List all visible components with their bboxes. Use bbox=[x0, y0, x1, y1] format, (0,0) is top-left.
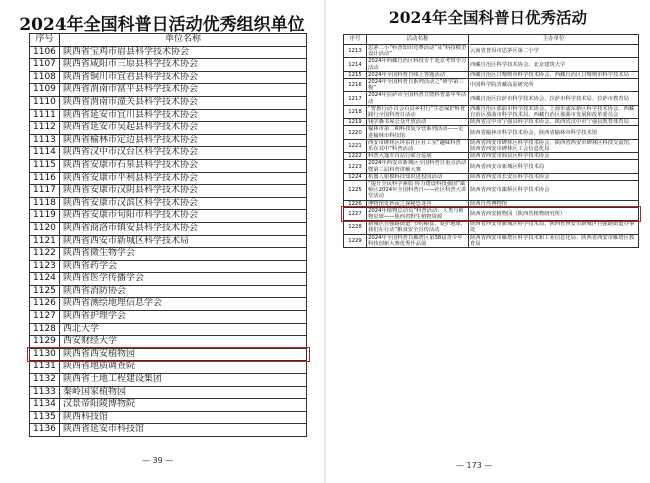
table-row bbox=[344, 45, 639, 58]
organizer: 陕西省西安市新城区科学技术局、陕西省西安市新城区自强路街道办事处 bbox=[469, 221, 639, 234]
row-number: 1123 bbox=[30, 260, 60, 273]
col-header-unit-name: 单位名称 bbox=[60, 34, 307, 47]
row-number: 1134 bbox=[30, 399, 60, 412]
row-number: 1225 bbox=[344, 181, 367, 201]
table-row bbox=[344, 119, 639, 126]
row-number: 1126 bbox=[30, 298, 60, 311]
table-row bbox=[30, 273, 307, 286]
row-number: 1118 bbox=[30, 197, 60, 210]
activity-name: 西安市碑林区环东社区社工室“趣味科普 乐在其中”科普活动 bbox=[367, 139, 469, 152]
right-page-title: 2024年全国科普日优秀活动 bbox=[388, 8, 588, 27]
row-number: 1106 bbox=[30, 46, 60, 59]
row-number: 1228 bbox=[344, 221, 367, 234]
table-row bbox=[344, 71, 639, 78]
row-number: 1136 bbox=[30, 424, 60, 437]
row-number: 1224 bbox=[344, 173, 367, 180]
unit-name: 陕西省咸阳市三原县科学技术协会 bbox=[60, 59, 307, 72]
left-page-title: 2024年全国科普日活动优秀组织单位 bbox=[19, 15, 305, 35]
activity-name: 2024年全国科普日雁塔区第38届青少年科技创新大赛优秀作品展 bbox=[367, 234, 469, 247]
row-number: 1131 bbox=[30, 361, 60, 374]
table-row bbox=[344, 139, 639, 152]
row-number: 1220 bbox=[344, 126, 367, 139]
row-number: 1221 bbox=[344, 139, 367, 152]
unit-name: 陕西省延安市科技馆 bbox=[60, 424, 307, 437]
organizer: 云南省普洱市思茅区第二小学 bbox=[469, 45, 639, 58]
unit-name: 陕西省微生物学会 bbox=[60, 248, 307, 261]
organizer: 陕西省西安市碑林区科学技术协会、陕西省西安市碑林区科技交流馆、陕西省西安市碑林区工会信息化局 bbox=[469, 139, 639, 152]
table-row bbox=[30, 159, 307, 172]
table-row bbox=[344, 173, 639, 180]
row-number: 1129 bbox=[30, 336, 60, 349]
table-row bbox=[30, 71, 307, 84]
unit-name: 汉景帝阳陵博物院 bbox=[60, 399, 307, 412]
table-row bbox=[30, 46, 307, 59]
organizer: 陕西自然博物馆 bbox=[469, 200, 639, 207]
row-number: 1119 bbox=[30, 210, 60, 223]
left-page-number: — 39 — bbox=[142, 456, 174, 465]
table-row bbox=[30, 197, 307, 210]
table-row bbox=[30, 399, 307, 412]
row-number: 1116 bbox=[30, 172, 60, 185]
organizer: 陕西省榆林市科学技术协会、陕西省榆林市科学技术馆 bbox=[469, 126, 639, 139]
right-table-header bbox=[344, 35, 639, 45]
table-row bbox=[344, 234, 639, 247]
row-number: 1229 bbox=[344, 234, 367, 247]
row-number: 1125 bbox=[30, 285, 60, 298]
right-page-number: — 173 — bbox=[456, 461, 493, 470]
table-row bbox=[30, 260, 307, 273]
unit-name: 西北大学 bbox=[60, 323, 307, 336]
unit-name: 陕西省渭南市潼关县科学技术协会 bbox=[60, 96, 307, 109]
table-row bbox=[344, 153, 639, 160]
unit-name: 陕西省宝鸡市眉县科学技术协会 bbox=[60, 46, 307, 59]
unit-name: 陕西省地质调查院 bbox=[60, 361, 307, 374]
activity-name: 思茅二小“科普知识竞赛活动”及“科技模型设计活动” bbox=[367, 45, 469, 58]
left-table bbox=[29, 33, 307, 437]
table-row bbox=[30, 134, 307, 147]
unit-name: 陕西省西安植物园 bbox=[60, 348, 307, 361]
row-number: 1122 bbox=[30, 248, 60, 261]
col-header-organizer: 主办单位 bbox=[469, 35, 639, 45]
activity-name: 钱学森书屋公众开放活动 bbox=[367, 119, 469, 126]
unit-name: 陕西省安康市汉滨区科学技术协会 bbox=[60, 197, 307, 210]
organizer: 陕西省西安市灞桥区科学技术协会 bbox=[469, 181, 639, 201]
right-page bbox=[326, 0, 650, 483]
row-number: 1222 bbox=[344, 153, 367, 160]
row-number: 1113 bbox=[30, 134, 60, 147]
table-row bbox=[30, 386, 307, 399]
left-table-header bbox=[30, 34, 307, 47]
table-row bbox=[30, 122, 307, 135]
organizer: 西藏自治区那曲市科学技术协会、上海市浦东新区科学技术协会、西藏自治区那曲市科学技术局、西藏自治区那曲市发展和改革委员会 bbox=[469, 105, 639, 118]
activity-name: 2024年植物总动员“科普活动：人类与植物星球——陕西省野生植物资源 bbox=[367, 207, 469, 220]
row-number: 1132 bbox=[30, 374, 60, 387]
unit-name: 陕西省安康市旬阳市科学技术协会 bbox=[60, 210, 307, 223]
unit-name: 陕西科技馆 bbox=[60, 411, 307, 424]
table-row bbox=[30, 323, 307, 336]
unit-name: 陕西省安康市石泉县科学技术协会 bbox=[60, 159, 307, 172]
organizer: 陕西省西安植物园（陕西省植物研究所） bbox=[469, 207, 639, 220]
table-row bbox=[30, 185, 307, 198]
table-row bbox=[30, 285, 307, 298]
col-header-number: 序号 bbox=[344, 35, 367, 45]
unit-name: 陕西省安康市平利县科学技术协会 bbox=[60, 172, 307, 185]
activity-name: 2024年西藏自治区科技专干赴京考察学习活动 bbox=[367, 58, 469, 71]
row-number: 1121 bbox=[30, 235, 60, 248]
organizer: 陕西省西安市长安区科学技术协会 bbox=[469, 173, 639, 180]
row-number: 1111 bbox=[30, 109, 60, 122]
activity-name: 新城区自强路街道“节约粮食，爱护地球，我们在行动”粮食安全宣传活动 bbox=[367, 221, 469, 234]
table-row bbox=[30, 96, 307, 109]
unit-name: 陕西省医学传播学会 bbox=[60, 273, 307, 286]
row-number: 1213 bbox=[344, 45, 367, 58]
unit-name: 陕西省消防协会 bbox=[60, 285, 307, 298]
unit-name: 陕西省延安市吴起县科学技术协会 bbox=[60, 122, 307, 135]
row-number: 1107 bbox=[30, 59, 60, 72]
unit-name: 陕西省护理学会 bbox=[60, 311, 307, 324]
row-number: 1112 bbox=[30, 122, 60, 135]
col-header-activity-name: 活动名称 bbox=[367, 35, 469, 45]
row-number: 1217 bbox=[344, 92, 367, 105]
table-row bbox=[344, 221, 639, 234]
unit-name: 陕西省西安市新城区科学技术局 bbox=[60, 235, 307, 248]
organizer: 陕西省汉中市宁强县科学技术协会、陕西省汉中市宁强县教育体育局 bbox=[469, 119, 639, 126]
activity-name: 2024年西安市新城区全国科普日重点活动暨第三届科普讲解大赛 bbox=[367, 160, 469, 173]
row-number: 1127 bbox=[30, 311, 60, 324]
table-row bbox=[30, 147, 307, 160]
table-row bbox=[344, 58, 639, 71]
unit-name: 陕西省榆林市定边县科学技术协会 bbox=[60, 134, 307, 147]
row-number: 1133 bbox=[30, 386, 60, 399]
table-row bbox=[344, 126, 639, 139]
activity-name: 榆林市第二期科技夏令营系列活动——走进榆林市科技馆 bbox=[367, 126, 469, 139]
unit-name: 陕西省安康市汉阴县科学技术协会 bbox=[60, 185, 307, 198]
highlight-box-1130 bbox=[27, 347, 310, 362]
table-row bbox=[30, 222, 307, 235]
table-row bbox=[30, 374, 307, 387]
row-number: 1223 bbox=[344, 160, 367, 173]
table-row bbox=[344, 181, 639, 201]
table-row bbox=[30, 411, 307, 424]
highlight-box-1227 bbox=[341, 206, 641, 221]
unit-name: 陕西省商洛市镇安县科学技术协会 bbox=[60, 222, 307, 235]
organizer: 陕西省西安市阎良区科学技术协会 bbox=[469, 153, 639, 160]
unit-name: 陕西省测绘地理信息学会 bbox=[60, 298, 307, 311]
row-number: 1216 bbox=[344, 79, 367, 92]
row-number: 1219 bbox=[344, 119, 367, 126]
unit-name: 陕西省药学会 bbox=[60, 260, 307, 273]
table-row bbox=[30, 361, 307, 374]
row-number: 1117 bbox=[30, 185, 60, 198]
table-row bbox=[30, 172, 307, 185]
table-row bbox=[30, 210, 307, 223]
unit-name: 西安财经大学 bbox=[60, 336, 307, 349]
organizer: 西藏自治区科学技术协会、北京建筑大学 bbox=[469, 58, 639, 71]
table-row bbox=[30, 59, 307, 72]
unit-name: 陕西省渭南市富平县科学技术协会 bbox=[60, 84, 307, 97]
row-number: 1215 bbox=[344, 71, 367, 78]
activity-name: 2024年全国科普日线上答题活动 bbox=[367, 71, 469, 78]
table-row bbox=[30, 311, 307, 324]
row-number: 1110 bbox=[30, 96, 60, 109]
row-number: 1128 bbox=[30, 323, 60, 336]
activity-name: 2024年全国科普日系列活动之“研学第三极” bbox=[367, 79, 469, 92]
table-row bbox=[30, 235, 307, 248]
organizer: 西藏自治区拉萨市科学技术协会、拉萨市科学技术局、拉萨市教育局 bbox=[469, 92, 639, 105]
activity-name: 2024年拉萨市全国科普日暨科普嘉年华活动 bbox=[367, 92, 469, 105]
organizer: 西藏自治区日喀则市科学技术协会、西藏自治区日喀则市科学技术局 bbox=[469, 71, 639, 78]
organizer: 陕西省西安市新城区科学技术局 bbox=[469, 160, 639, 173]
row-number: 1135 bbox=[30, 411, 60, 424]
table-row bbox=[30, 298, 307, 311]
row-number: 1115 bbox=[30, 159, 60, 172]
row-number: 1120 bbox=[30, 222, 60, 235]
organizer: 陕西省西安市雁塔区科学技术和工业信息化局、陕西省西安市雁塔区教育局 bbox=[469, 234, 639, 247]
table-row bbox=[344, 92, 639, 105]
table-row bbox=[344, 105, 639, 118]
activity-name: “智惠行动·百会百县乡村行”生态保护科普践行全国科普日活动 bbox=[367, 105, 469, 118]
unit-name: 陕西省铜川市宜君县科学技术协会 bbox=[60, 71, 307, 84]
row-number: 1108 bbox=[30, 71, 60, 84]
row-number: 1226 bbox=[344, 200, 367, 207]
row-number: 1124 bbox=[30, 273, 60, 286]
col-header-number: 序号 bbox=[30, 34, 60, 47]
organizer: 中国科学院青藏高原研究所 bbox=[469, 79, 639, 92]
activity-name: 博物馆奇妙夜之探秘恐龙谷 bbox=[367, 200, 469, 207]
left-page bbox=[0, 0, 324, 483]
row-number: 1109 bbox=[30, 84, 60, 97]
unit-name: 陕西省土地工程建设集团 bbox=[60, 374, 307, 387]
table-row bbox=[30, 424, 307, 437]
unit-name: 秦岭国家植物园 bbox=[60, 386, 307, 399]
table-row bbox=[30, 109, 307, 122]
row-number: 1114 bbox=[30, 147, 60, 160]
unit-name: 陕西省汉中市汉台区科学技术协会 bbox=[60, 147, 307, 160]
table-row bbox=[344, 160, 639, 173]
activity-name: 科普大篷车百站行联合巡展 bbox=[367, 153, 469, 160]
row-number: 1218 bbox=[344, 105, 367, 118]
row-number: 1227 bbox=[344, 207, 367, 220]
activity-name: “提升全民科学素质 协力建设科技强国”灞桥区2024年全国科普日——社区科普大讲堂活动 bbox=[367, 181, 469, 201]
row-number: 1214 bbox=[344, 58, 367, 71]
unit-name: 陕西省延安市宜川县科学技术协会 bbox=[60, 109, 307, 122]
table-row bbox=[30, 84, 307, 97]
activity-name: 机器人银模科技知识进校园活动 bbox=[367, 173, 469, 180]
table-row bbox=[344, 79, 639, 92]
row-number: 1130 bbox=[30, 348, 60, 361]
table-row bbox=[30, 248, 307, 261]
